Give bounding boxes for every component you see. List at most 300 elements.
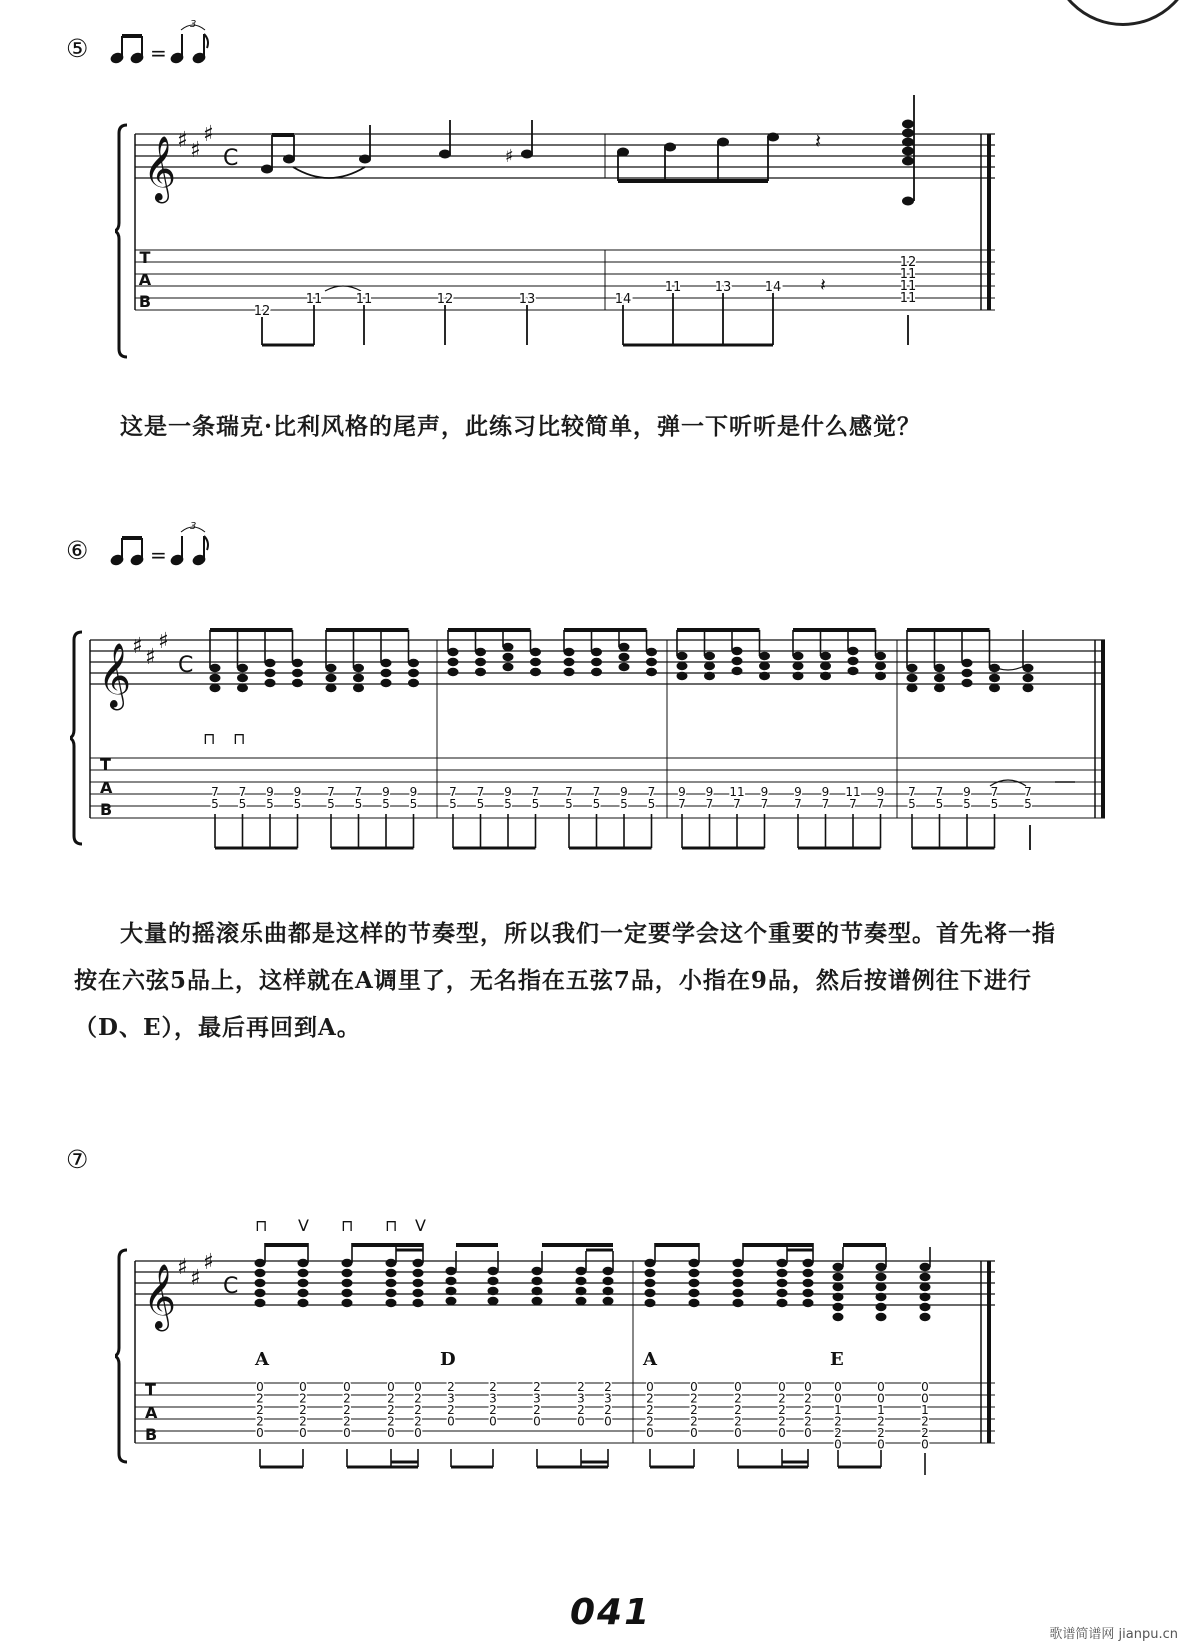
- svg-text:⊓: ⊓: [341, 1216, 354, 1235]
- tab-fret: 2: [778, 1414, 786, 1429]
- chord-A-2: A: [643, 1349, 657, 1370]
- tab-fret: 2: [778, 1391, 786, 1406]
- tab-fret: 1: [834, 1403, 842, 1417]
- note-head: [342, 1259, 353, 1267]
- tab-fret: 0: [414, 1426, 422, 1440]
- note-head: [386, 1299, 397, 1307]
- note-head: [298, 1279, 309, 1287]
- svg-text:B: B: [100, 800, 113, 819]
- chord-A: A: [255, 1349, 269, 1370]
- tab-fret: 0: [834, 1391, 842, 1406]
- note-head: [689, 1259, 700, 1267]
- tab-fret: 2: [387, 1403, 395, 1417]
- example-5-score: [115, 95, 1000, 360]
- tab-fret: 0: [834, 1437, 842, 1452]
- note-head: [386, 1269, 397, 1277]
- note-head: [777, 1259, 788, 1267]
- tab-fret: 2: [414, 1414, 422, 1429]
- tab-fret: 5: [963, 797, 971, 811]
- note-head: [876, 1303, 887, 1311]
- note-head: [532, 1287, 543, 1295]
- note-head: [342, 1289, 353, 1297]
- tab-fret: 0: [778, 1380, 786, 1394]
- note-head: [803, 1299, 814, 1307]
- ex7-tab-numbers: [256, 1380, 929, 1452]
- tab-fret: 0: [447, 1414, 455, 1429]
- watermark: 歌谱简谱网 jianpu.cn: [1049, 1627, 1178, 1642]
- svg-text:T: T: [145, 1380, 156, 1399]
- note-head: [920, 1293, 931, 1301]
- note-head: [907, 674, 918, 682]
- note-head: [413, 1259, 424, 1267]
- time-signature: C: [178, 653, 194, 678]
- note-head: [777, 1279, 788, 1287]
- tab-fret: 9: [821, 785, 830, 799]
- note-head: [532, 1267, 543, 1275]
- time-signature: C: [223, 1274, 239, 1299]
- tab-fret: 2: [533, 1403, 541, 1417]
- example-number: ⑥: [66, 536, 89, 565]
- note-head: [759, 672, 770, 680]
- tab-fret: 5: [476, 797, 485, 811]
- tab-fret: 9: [678, 785, 686, 799]
- tab-fret: 0: [877, 1437, 885, 1452]
- tab-fret: 7: [705, 797, 714, 811]
- note-head: [353, 664, 364, 672]
- tab-fret: 9: [409, 785, 418, 799]
- tab-fret: 3: [604, 1391, 612, 1406]
- tab-fret: 7: [990, 785, 999, 799]
- note-head: [645, 1289, 656, 1297]
- svg-text:A: A: [138, 270, 152, 289]
- note-head: [907, 664, 918, 672]
- svg-text:14: 14: [614, 292, 632, 307]
- note-head: [255, 1259, 266, 1267]
- note-head: [920, 1273, 931, 1281]
- note-head: [833, 1283, 844, 1291]
- svg-text:𝄞: 𝄞: [143, 1264, 177, 1329]
- note-head: [803, 1269, 814, 1277]
- note-head: [689, 1299, 700, 1307]
- tab-fret: 5: [647, 797, 656, 811]
- tab-fret: 7: [760, 797, 769, 811]
- tab-fret: 2: [256, 1403, 264, 1417]
- note-head: [645, 1279, 656, 1287]
- note-head: [503, 643, 514, 651]
- tab-fret: 2: [921, 1414, 929, 1429]
- tab-fret: 5: [327, 797, 335, 811]
- note-head: [446, 1297, 457, 1305]
- note-head: [326, 674, 337, 682]
- tab-fret: 2: [256, 1414, 264, 1429]
- note-head: [619, 653, 630, 661]
- note-head: [962, 669, 973, 677]
- tab-fret: 2: [414, 1403, 422, 1417]
- note-head: [386, 1289, 397, 1297]
- paragraph-ex6-line3: （D、E），最后再回到A。: [74, 1014, 361, 1041]
- tab-fret: 0: [414, 1380, 422, 1394]
- note-head: [793, 652, 804, 660]
- note-head: [759, 652, 770, 660]
- tab-fret: 11: [845, 785, 861, 799]
- tab-fret: 5: [382, 797, 390, 811]
- note-head: [381, 679, 392, 687]
- note-head: [733, 1279, 744, 1287]
- svg-text:♯: ♯: [190, 1266, 201, 1291]
- svg-text:=: =: [150, 543, 167, 567]
- note-head: [292, 659, 303, 667]
- tab-fret: 2: [778, 1403, 786, 1417]
- tab-fret: 2: [690, 1414, 698, 1429]
- note-head: [875, 662, 886, 670]
- tab-fret: 0: [921, 1391, 929, 1406]
- note-head: [733, 1299, 744, 1307]
- tab-fret: 2: [877, 1426, 885, 1440]
- note-head: [603, 1267, 614, 1275]
- note-head: [876, 1263, 887, 1271]
- tab-fret: 7: [733, 797, 741, 811]
- note-head: [793, 662, 804, 670]
- tab-fret: 2: [489, 1380, 497, 1394]
- tab-fret: 2: [299, 1403, 307, 1417]
- note-head: [793, 672, 804, 680]
- note-head: [733, 1289, 744, 1297]
- tab-fret: 2: [804, 1403, 812, 1417]
- svg-text:𝄞: 𝄞: [98, 643, 132, 708]
- tab-fret: 7: [476, 785, 485, 799]
- tab-fret: 1: [921, 1403, 929, 1417]
- tab-fret: 9: [266, 785, 274, 799]
- tab-fret: 2: [343, 1403, 351, 1417]
- note-head: [386, 1279, 397, 1287]
- tab-fret: 5: [409, 797, 418, 811]
- tab-fret: 7: [592, 785, 601, 799]
- tab-fret: 0: [533, 1414, 541, 1429]
- note-head: [413, 1269, 424, 1277]
- tab-fret: 5: [1024, 797, 1032, 811]
- tab-fret: 2: [834, 1414, 842, 1429]
- svg-text:11: 11: [305, 292, 323, 307]
- page-corner-decoration: [1050, 0, 1196, 26]
- svg-text:14: 14: [764, 280, 782, 295]
- note-head: [576, 1297, 587, 1305]
- tab-fret: 7: [849, 797, 857, 811]
- tab-fret: 9: [705, 785, 714, 799]
- svg-text:⊓: ⊓: [255, 1216, 268, 1235]
- svg-text:⊓: ⊓: [385, 1216, 398, 1235]
- note-head: [689, 1289, 700, 1297]
- tab-fret: 2: [256, 1391, 264, 1406]
- tab-fret: 7: [211, 785, 219, 799]
- note-head: [532, 1297, 543, 1305]
- example-6-label: [66, 536, 88, 565]
- note-head: [326, 684, 337, 692]
- note-head: [820, 652, 831, 660]
- svg-text:♯: ♯: [190, 138, 201, 163]
- tab-fret: 7: [678, 797, 686, 811]
- note-head: [704, 652, 715, 660]
- note-head: [381, 659, 392, 667]
- tab-fret: 3: [447, 1391, 455, 1406]
- note-head: [777, 1269, 788, 1277]
- note-head: [820, 662, 831, 670]
- svg-text:11: 11: [899, 291, 917, 306]
- note-head: [381, 669, 392, 677]
- note-head: [833, 1303, 844, 1311]
- tab-fret: 7: [647, 785, 656, 799]
- note-head: [848, 657, 859, 665]
- tab-fret: 2: [734, 1403, 742, 1417]
- note-head: [530, 668, 541, 676]
- tab-fret: 0: [299, 1380, 307, 1394]
- tab-fret: 5: [238, 797, 247, 811]
- svg-text:♯: ♯: [132, 634, 143, 659]
- svg-text:11: 11: [899, 279, 917, 294]
- tab-fret: 2: [604, 1380, 612, 1394]
- note-head: [532, 1277, 543, 1285]
- note-head: [920, 1303, 931, 1311]
- note-head: [876, 1273, 887, 1281]
- svg-text:13: 13: [714, 280, 732, 295]
- note-head: [777, 1289, 788, 1297]
- example-5-label: [66, 34, 88, 63]
- tab-fret: 7: [531, 785, 540, 799]
- note-head: [934, 664, 945, 672]
- note-head: [603, 1297, 614, 1305]
- note-head: [907, 684, 918, 692]
- note-head: [386, 1259, 397, 1267]
- note-head: [704, 672, 715, 680]
- tab-fret: 0: [387, 1380, 395, 1394]
- tab-fret: 9: [620, 785, 628, 799]
- svg-text:♯: ♯: [145, 645, 156, 670]
- example-6-score: [70, 610, 1115, 880]
- tab-fret: 5: [293, 797, 302, 811]
- tab-fret: 7: [327, 785, 335, 799]
- note-head: [298, 1289, 309, 1297]
- tab-fret: 5: [908, 797, 916, 811]
- note-head: [488, 1297, 499, 1305]
- tab-fret: 0: [256, 1426, 264, 1440]
- paragraph-ex6-line1: 大量的摇滚乐曲都是这样的节奏型，所以我们一定要学会这个重要的节奏型。首先将一指: [120, 920, 1056, 947]
- tab-fret: 0: [577, 1414, 585, 1429]
- note-head: [292, 669, 303, 677]
- note-head: [446, 1277, 457, 1285]
- svg-text:3: 3: [190, 521, 197, 532]
- note-head: [413, 1289, 424, 1297]
- note-head: [576, 1277, 587, 1285]
- note-head: [803, 1259, 814, 1267]
- note-head: [488, 1267, 499, 1275]
- svg-text:𝄽: 𝄽: [820, 275, 826, 296]
- tab-fret: 2: [921, 1426, 929, 1440]
- tab-fret: 9: [293, 785, 302, 799]
- note-head: [255, 1269, 266, 1277]
- tab-fret: 2: [577, 1380, 585, 1394]
- note-head: [646, 658, 657, 666]
- note-head: [646, 648, 657, 656]
- note-head: [448, 648, 459, 656]
- tab-fret: 2: [804, 1391, 812, 1406]
- svg-text:♯: ♯: [177, 1255, 188, 1280]
- ex6-tab-numbers: [211, 785, 1032, 811]
- tab-fret: 3: [577, 1391, 585, 1406]
- tab-fret: 0: [690, 1426, 698, 1440]
- svg-text:♯: ♯: [158, 629, 169, 654]
- tab-fret: 7: [354, 785, 363, 799]
- note-head: [833, 1273, 844, 1281]
- tab-fret: 7: [821, 797, 830, 811]
- svg-text:11: 11: [899, 267, 917, 282]
- tab-fret: 5: [990, 797, 999, 811]
- svg-text:𝄞: 𝄞: [143, 136, 177, 201]
- tab-fret: 0: [387, 1426, 395, 1440]
- tab-fret: 2: [877, 1414, 885, 1429]
- note-head: [265, 679, 276, 687]
- note-head: [920, 1263, 931, 1271]
- tab-fret: 9: [382, 785, 390, 799]
- note-head: [833, 1263, 844, 1271]
- tab-fret: 0: [343, 1426, 351, 1440]
- note-head: [732, 657, 743, 665]
- tab-fret: 0: [778, 1426, 786, 1440]
- svg-text:11: 11: [664, 280, 682, 295]
- note-head: [564, 668, 575, 676]
- note-head: [353, 674, 364, 682]
- svg-text:A: A: [145, 1403, 158, 1422]
- note-head: [475, 668, 486, 676]
- note-head: [920, 1283, 931, 1291]
- note-head: [875, 652, 886, 660]
- note-head: [962, 659, 973, 667]
- tab-fret: 2: [690, 1391, 698, 1406]
- note-head: [564, 658, 575, 666]
- tab-fret: 9: [504, 785, 512, 799]
- tab-fret: 2: [646, 1391, 654, 1406]
- svg-text:♯: ♯: [177, 128, 188, 153]
- example-number: ⑦: [66, 1145, 89, 1174]
- chord-E: E: [830, 1349, 844, 1370]
- note-head: [803, 1289, 814, 1297]
- tab-fret: 5: [935, 797, 944, 811]
- note-head: [265, 669, 276, 677]
- note-head: [265, 659, 276, 667]
- note-head: [989, 674, 1000, 682]
- svg-text:A: A: [100, 778, 113, 797]
- tab-fret: 2: [834, 1426, 842, 1440]
- note-head: [255, 1279, 266, 1287]
- tab-fret: 0: [646, 1426, 654, 1440]
- note-head: [298, 1269, 309, 1277]
- example-7-label: [66, 1145, 88, 1174]
- tab-fret: 9: [963, 785, 971, 799]
- note-head: [833, 1293, 844, 1301]
- tab-fret: 2: [343, 1391, 351, 1406]
- svg-text:B: B: [145, 1425, 158, 1444]
- note-head: [475, 648, 486, 656]
- tab-fret: 11: [729, 785, 745, 799]
- note-head: [530, 658, 541, 666]
- note-head: [689, 1269, 700, 1277]
- svg-text:♯: ♯: [203, 122, 214, 147]
- note-head: [733, 1259, 744, 1267]
- note-head: [689, 1279, 700, 1287]
- tab-fret: 0: [299, 1426, 307, 1440]
- tab-fret: 1: [877, 1403, 885, 1417]
- note-head: [408, 679, 419, 687]
- tab-fret: 2: [343, 1414, 351, 1429]
- tab-fret: 0: [489, 1414, 497, 1429]
- note-head: [603, 1277, 614, 1285]
- note-head: [237, 664, 248, 672]
- note-head: [777, 1299, 788, 1307]
- note-head: [503, 653, 514, 661]
- note-head: [446, 1287, 457, 1295]
- tab-fret: 0: [604, 1414, 612, 1429]
- svg-text:3: 3: [190, 19, 197, 30]
- note-head: [733, 1269, 744, 1277]
- ex6-notes: [210, 630, 1034, 848]
- svg-text:𝄽: 𝄽: [815, 129, 822, 153]
- tab-fret: 7: [908, 785, 916, 799]
- tab-fret: 2: [604, 1403, 612, 1417]
- note-head: [962, 679, 973, 687]
- tab-fret: 0: [804, 1380, 812, 1394]
- note-head: [989, 684, 1000, 692]
- note-head: [803, 1279, 814, 1287]
- note-head: [298, 1259, 309, 1267]
- note-head: [920, 1313, 931, 1321]
- note-head: [833, 1313, 844, 1321]
- tab-fret: 7: [876, 797, 885, 811]
- tab-fret: 3: [489, 1391, 497, 1406]
- note-head: [413, 1279, 424, 1287]
- svg-text:T: T: [139, 248, 151, 267]
- note-head: [448, 658, 459, 666]
- tab-fret: 0: [804, 1426, 812, 1440]
- tab-fret: 5: [620, 797, 628, 811]
- svg-text:13: 13: [518, 292, 536, 307]
- tab-fret: 2: [299, 1414, 307, 1429]
- paragraph-ex5: 这是一条瑞克·比利风格的尾声，此练习比较简单，弹一下听听是什么感觉？: [120, 413, 922, 440]
- note-head: [732, 667, 743, 675]
- note-head: [342, 1279, 353, 1287]
- tab-fret: 5: [354, 797, 363, 811]
- tab-fret: 0: [834, 1380, 842, 1394]
- note-head: [255, 1299, 266, 1307]
- swing-marking: [105, 18, 225, 68]
- note-head: [210, 664, 221, 672]
- svg-text:12: 12: [436, 292, 454, 307]
- note-head: [1023, 664, 1034, 672]
- tab-fret: 9: [760, 785, 769, 799]
- tab-fret: 0: [921, 1437, 929, 1452]
- note-head: [576, 1287, 587, 1295]
- note-head: [759, 662, 770, 670]
- swing-marking: [105, 520, 225, 570]
- svg-text:=: =: [150, 41, 167, 65]
- tab-fret: 7: [794, 797, 802, 811]
- paragraph-ex6-line2: 按在六弦5品上，这样就在A调里了，无名指在五弦7品，小指在9品，然后按谱例往下进行: [74, 967, 1032, 994]
- note-head: [603, 1287, 614, 1295]
- note-head: [342, 1269, 353, 1277]
- chord-D: D: [440, 1349, 456, 1370]
- note-head: [342, 1299, 353, 1307]
- tab-fret: 9: [876, 785, 885, 799]
- note-head: [408, 659, 419, 667]
- tab-fret: 7: [935, 785, 944, 799]
- note-head: [1023, 674, 1034, 682]
